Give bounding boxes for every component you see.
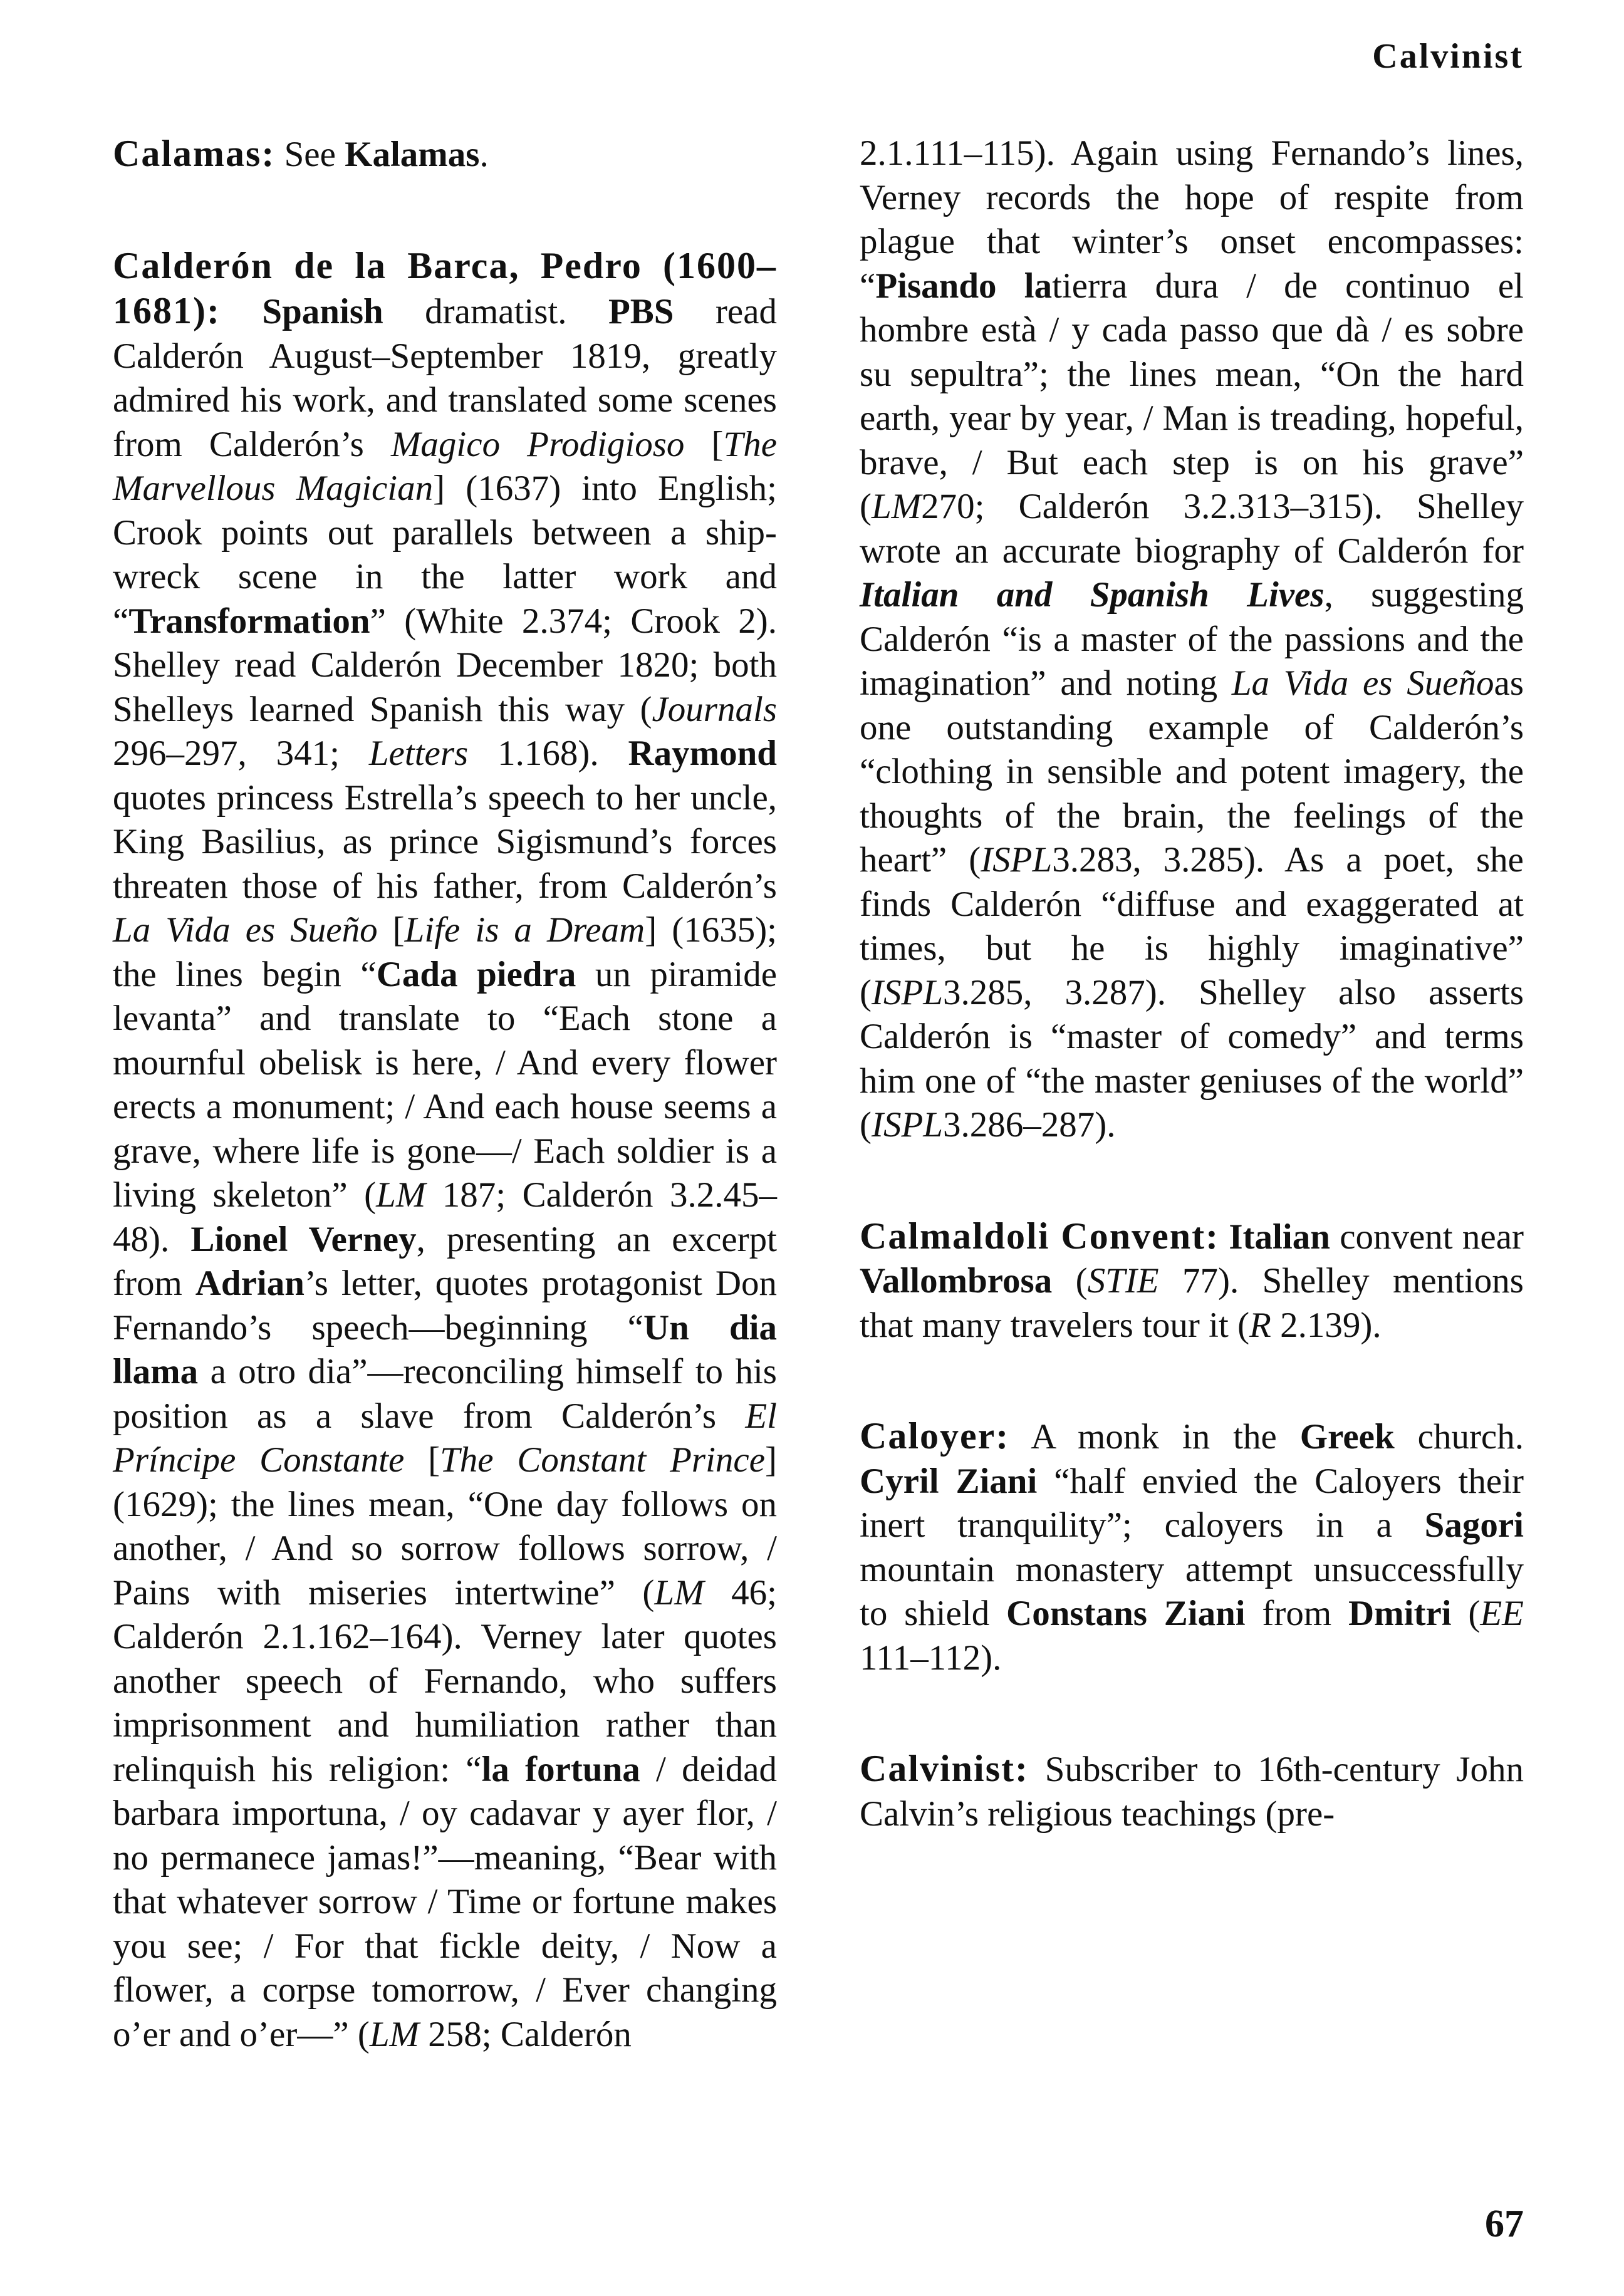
cross-reference: la fortuna <box>481 1749 640 1789</box>
cross-reference: Spanish <box>262 292 383 331</box>
entry-text: as one outstanding example of Calderón’s “clothing in sensible and potent imagery, the thoughts of the brain, the feelings of the heart” ( <box>860 663 1524 880</box>
entry-text: church. <box>1394 1417 1524 1457</box>
citation-title: Magico Prodigioso <box>390 424 685 464</box>
entry-text <box>221 292 262 331</box>
citation-title: ISPL <box>981 840 1053 880</box>
cross-reference: Un dia llama <box>113 1307 778 1391</box>
entry-text: ] (1637) into English; Crook points out parallels between a shipwreck scene in the latter work and “ <box>113 469 777 641</box>
cross-reference: Italian and Spanish Lives <box>860 575 1325 615</box>
cross-reference: PBS <box>608 292 674 331</box>
cross-reference: Italian <box>1229 1217 1330 1257</box>
cross-reference: Vallombrosa <box>860 1261 1053 1301</box>
dictionary-entry <box>860 1214 1524 1348</box>
entry-text: ( <box>1451 1594 1481 1633</box>
entry-text: “half envied the Caloyers their inert tranquility”; caloyers in a <box>860 1461 1524 1545</box>
entry-headword: Caloyer: <box>860 1415 1010 1457</box>
entry-text: quotes princess Estrella’s speech to her uncle, King Basilius, as prince Sigismund’s forces threaten those of his father, from Calderón’s <box>113 777 777 906</box>
citation-title: The Marvellous Magician <box>113 424 778 508</box>
entry-headword: Calvinist: <box>860 1748 1029 1789</box>
entry-text: 46; Calderón 2.1.162–164). Verney later quotes another speech of Fernando, who suffers imprisonment and humiliation rather than relinquish his religion: “ <box>113 1572 777 1789</box>
entry-text: 77). Shelley mentions that many travelers tour it ( <box>860 1261 1524 1345</box>
running-head: Calvinist <box>1372 37 1524 76</box>
citation-title: LM <box>369 2014 420 2054</box>
entry-text: 3.283, 3.285). As a poet, she finds Calderón “diffuse and exaggerated at times, but he is highly imaginative” ( <box>860 840 1524 1012</box>
entry-text: 270; Calderón 3.2.313–315). Shelley wrote an accurate biography of Calderón for <box>860 487 1524 571</box>
entry-text: ” (White 2.374; Crook 2). Shelley read Calderón December 1820; both Shelleys learned Spanish this way ( <box>113 601 777 729</box>
entry-text: 111–112). <box>860 1638 1002 1678</box>
citation-title: LM <box>376 1175 426 1215</box>
entry-text: ’s letter, quotes protagonist Don Fernando’s speech—beginning “ <box>113 1264 777 1348</box>
entry-text: convent near <box>1330 1217 1524 1257</box>
entry-text: 1.168). <box>468 734 628 773</box>
citation-title: EE <box>1480 1594 1524 1633</box>
entry-text: dramatist. <box>383 292 608 331</box>
dictionary-entry <box>113 244 777 2057</box>
dictionary-entry <box>860 1747 1524 1836</box>
dictionary-entry-continued <box>860 132 1524 1148</box>
entry-text: / deidad barbara importuna, / oy cadavar y ayer flor, / no permanece jamas!”—meaning, “Bear with that whatever sorrow / Time or fortune makes you see; / For that fickle deity, / Now a flower, a corpse tomorrow, / Ever changing o’er and o’er—” ( <box>113 1749 778 2054</box>
entry-headword: Calderón de la Barca, Pedro (1600–1681): <box>113 244 777 331</box>
cross-reference: Dmitri <box>1348 1594 1452 1633</box>
citation-title: The Constant Prince <box>440 1440 766 1480</box>
entry-headword: Calamas: <box>113 133 276 174</box>
citation-title: La Vida es Sueño <box>1231 663 1494 703</box>
cross-reference: Sagori <box>1424 1505 1524 1545</box>
entry-text: , suggesting Calderón “is a master of the passions and the imagination” and noting <box>860 575 1524 703</box>
entry-text: read Calderón August–September 1819, greatly admired his work, and translated some scenes from Calderón’s <box>113 292 778 464</box>
citation-title: LM <box>654 1572 704 1613</box>
entry-text: 258; Calderón <box>419 2014 632 2054</box>
entry-text <box>1219 1217 1229 1257</box>
entry-text: from <box>1245 1594 1348 1633</box>
entry-text: . <box>479 135 489 174</box>
citation-title: STIE <box>1087 1261 1159 1301</box>
right-column <box>860 132 1524 1903</box>
entry-text: 296–297, 341; <box>113 734 369 773</box>
entry-text: [ <box>377 910 405 950</box>
left-column <box>113 132 777 2057</box>
citation-title: La Vida es Sueño <box>113 910 378 950</box>
entry-text: [ <box>404 1440 440 1480</box>
entry-text: un piramide levanta” and translate to “Each stone a mournful obelisk is here, / And every flower erects a monument; / And each house seems a grave, where life is gone—/ Each soldier is a living skeleton” ( <box>113 954 778 1215</box>
entry-text: [ <box>684 424 724 464</box>
citation-title: ISPL <box>871 1105 943 1145</box>
citation-title: LM <box>871 487 922 526</box>
entry-text: 2.139). <box>1271 1305 1382 1345</box>
entry-text: ( <box>1052 1261 1088 1301</box>
cross-reference: Kalamas <box>345 135 480 174</box>
dictionary-entry <box>860 1414 1524 1680</box>
entry-text: tierra dura / de continuo el hombre està / y cada passo que dà / es sobre su sepultra”; the lines mean, “On the hard earth, year by year, / Man is treading, hopeful, brave, / But each step is on his grave” ( <box>860 266 1524 526</box>
entry-text: 3.286–287). <box>942 1105 1116 1145</box>
entry-text: ] (1635); the lines begin “ <box>113 910 778 994</box>
citation-title: Journals <box>652 689 777 729</box>
entry-text: ] (1629); the lines mean, “One day follows on another, / And so sorrow follows sorrow, / Pains with miseries intertwine” ( <box>113 1440 778 1613</box>
cross-reference: Adrian <box>195 1264 304 1303</box>
entry-text: 187; Calderón 3.2.45–48). <box>113 1175 777 1259</box>
entry-text: 2.1.111–115). Again using Fernando’s lines, Verney records the hope of respite from plague that winter’s onset encompasses: “ <box>860 133 1524 306</box>
dictionary-entry <box>113 132 777 177</box>
cross-reference: Lionel Verney <box>190 1219 417 1259</box>
citation-title: Life is a Dream <box>404 910 645 950</box>
citation-title: ISPL <box>871 972 943 1012</box>
cross-reference: Cada piedra <box>376 954 576 994</box>
entry-headword: Calmaldoli Convent: <box>860 1215 1220 1257</box>
entry-text: A monk in the <box>1009 1417 1300 1457</box>
entry-text: , presenting an excerpt from <box>113 1219 777 1303</box>
entry-text: mountain monastery attempt unsuccessfully to shield <box>860 1549 1524 1633</box>
entry-text: 3.285, 3.287). Shelley also asserts Calderón is “master of comedy” and terms him one of “the master geniuses of the world” ( <box>860 972 1524 1145</box>
cross-reference: Greek <box>1299 1417 1395 1457</box>
entry-text: See <box>275 135 345 174</box>
entry-text: Subscriber to 16th-century John Calvin’s religious teachings (pre- <box>860 1750 1524 1834</box>
cross-reference: Raymond <box>628 734 777 773</box>
cross-reference: Transformation <box>128 601 370 641</box>
cross-reference: Cyril Ziani <box>860 1461 1038 1501</box>
page-number: 67 <box>1485 2203 1524 2245</box>
cross-reference: Pisando la <box>875 266 1053 306</box>
citation-title: Letters <box>368 734 469 773</box>
citation-title: R <box>1249 1305 1271 1345</box>
cross-reference: Constans Ziani <box>1006 1594 1246 1633</box>
entry-text: a otro dia”—reconciling himself to his position as a slave from Calderón’s <box>113 1352 777 1436</box>
citation-title: El Príncipe Constante <box>113 1396 777 1480</box>
